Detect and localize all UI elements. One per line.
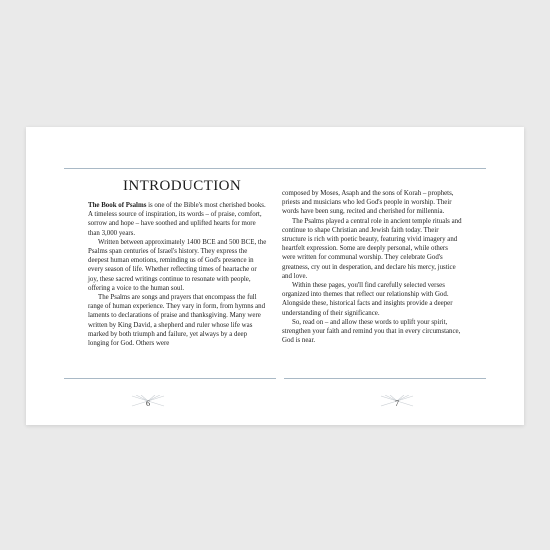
page-title: INTRODUCTION	[122, 178, 242, 194]
right-page	[282, 189, 462, 345]
left-page	[88, 177, 268, 348]
intro-paragraph-2: Written between approximately 1400 BCE and 500 BCE, the Psalms span centuries of Israel's history. They express the deepest human emotions, reminding us of God's presence in every season of life. Whether reflecting times of heartache or joy, these sacred writings continue to resonate with people, offering a voice to the human soul.	[88, 238, 267, 292]
book-name: The Book of Psalms	[88, 202, 147, 209]
intro-paragraph-1	[88, 201, 268, 238]
page-number-right: 7	[395, 399, 399, 408]
body-paragraph-2: The Psalms played a central role in ancient temple rituals and continue to shape Christian and Jewish faith today. Their structure is rich with poetic beauty, featuring vivid imagery and heartfelt expression. Some are deeply personal, while others were written for communal worship. They celebrate God's greatness, cry out in desperation, and declare his mercy, justice and love.	[282, 217, 462, 280]
continued-paragraph: composed by Moses, Asaph and the sons of Korah – prophets, priests and musicians who led God's people in worship. Their words have been sung, recited and cherished for millennia.	[282, 190, 454, 216]
page-number-left: 6	[146, 399, 150, 408]
body-paragraph-3: Within these pages, you'll find carefully selected verses organized into themes that reflect our relationship with God. Alongside these, historical facts and insights provide a deeper understanding of their significance.	[282, 282, 453, 317]
bottom-divider-left	[64, 378, 276, 379]
intro-paragraph-1-text: is one of the Bible's most cherished books. A timeless source of inspiration, its words – of praise, comfort, sorrow and hope – have soothed and uplifted hearts for more than 3,000 years.	[88, 202, 266, 237]
book-spread	[26, 127, 524, 425]
bottom-divider-right	[284, 378, 486, 379]
top-divider	[64, 168, 486, 169]
intro-paragraph-3: The Psalms are songs and prayers that encompass the full range of human experience. They vary in form, from hymns and laments to declarations of praise and thanksgiving. Many were written by King David, a shepherd and ruler whose life was marked by both triumph and failure, yet always by a deep longing for God. Others were	[88, 294, 266, 348]
body-paragraph-4: So, read on – and allow these words to uplift your spirit, strengthen your faith and remind you that in every circumstance, God is near.	[282, 318, 461, 345]
